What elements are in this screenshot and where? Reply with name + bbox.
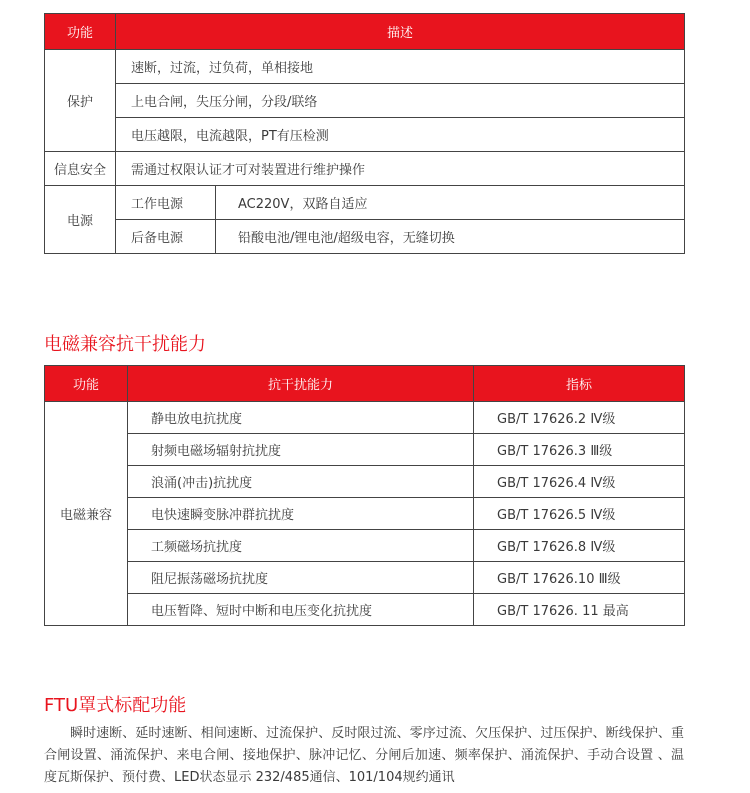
table-row [45, 530, 685, 562]
table-row [45, 434, 685, 466]
table-row [45, 402, 685, 434]
power-name-1: 工作电源 [116, 186, 216, 220]
immunity-name: 工频磁场抗扰度 [128, 530, 474, 562]
emc-table [44, 365, 685, 626]
table-row [45, 186, 685, 220]
protection-table [44, 13, 685, 254]
security-desc: 需通过权限认证才可对装置进行维护操作 [116, 152, 685, 186]
immunity-name: 射频电磁场辐射抗扰度 [128, 434, 474, 466]
immunity-spec: GB/T 17626.5 Ⅳ级 [474, 498, 685, 530]
header-immunity: 抗干扰能力 [128, 366, 474, 402]
power-label: 电源 [45, 186, 116, 254]
section-title-ftu: FTU罩式标配功能 [44, 695, 187, 716]
immunity-name: 阻尼振荡磁场抗扰度 [128, 562, 474, 594]
immunity-spec: GB/T 17626.4 Ⅳ级 [474, 466, 685, 498]
table-row [45, 498, 685, 530]
table-row [45, 562, 685, 594]
table-row [45, 84, 685, 118]
immunity-name: 电快速瞬变脉冲群抗扰度 [128, 498, 474, 530]
immunity-name: 电压暂降、短时中断和电压变化抗扰度 [128, 594, 474, 626]
protect-desc-1: 速断，过流，过负荷，单相接地 [116, 50, 685, 84]
table-header-row [45, 14, 685, 50]
table-row [45, 118, 685, 152]
header-description: 描述 [116, 14, 685, 50]
protect-desc-3: 电压越限，电流越限，PT有压检测 [116, 118, 685, 152]
immunity-spec: GB/T 17626.8 Ⅳ级 [474, 530, 685, 562]
immunity-name: 静电放电抗扰度 [128, 402, 474, 434]
immunity-spec: GB/T 17626. 11 最高 [474, 594, 685, 626]
ftu-feature-paragraph: 瞬时速断、延时速断、相间速断、过流保护、反时限过流、零序过流、欠压保护、过压保护、断线保护、重合闸设置、涌流保护、来电合闸、接地保护、脉冲记忆、分闸后加速、频率保护、涌流保护、手动合设置 、温度瓦斯保护、预付费、LED状态显示 232/485通信、101/104规约通讯 [44, 726, 684, 785]
header-function: 功能 [45, 366, 128, 402]
table-row [45, 466, 685, 498]
section-title-emc: 电磁兼容抗干扰能力 [44, 334, 206, 355]
power-value-1: AC220V，双路自适应 [216, 186, 685, 220]
protect-label: 保护 [45, 50, 116, 152]
table-row [45, 152, 685, 186]
emc-group-label: 电磁兼容 [45, 402, 128, 626]
table-header-row [45, 366, 685, 402]
immunity-name: 浪涌(冲击)抗扰度 [128, 466, 474, 498]
power-value-2: 铅酸电池/锂电池/超级电容，无缝切换 [216, 220, 685, 254]
table-row [45, 50, 685, 84]
table-row [45, 594, 685, 626]
protect-desc-2: 上电合闸，失压分闸，分段/联络 [116, 84, 685, 118]
header-spec: 指标 [474, 366, 685, 402]
security-label: 信息安全 [45, 152, 116, 186]
header-function: 功能 [45, 14, 116, 50]
immunity-spec: GB/T 17626.10 Ⅲ级 [474, 562, 685, 594]
power-name-2: 后备电源 [116, 220, 216, 254]
immunity-spec: GB/T 17626.3 Ⅲ级 [474, 434, 685, 466]
immunity-spec: GB/T 17626.2 Ⅳ级 [474, 402, 685, 434]
table-row [45, 220, 685, 254]
